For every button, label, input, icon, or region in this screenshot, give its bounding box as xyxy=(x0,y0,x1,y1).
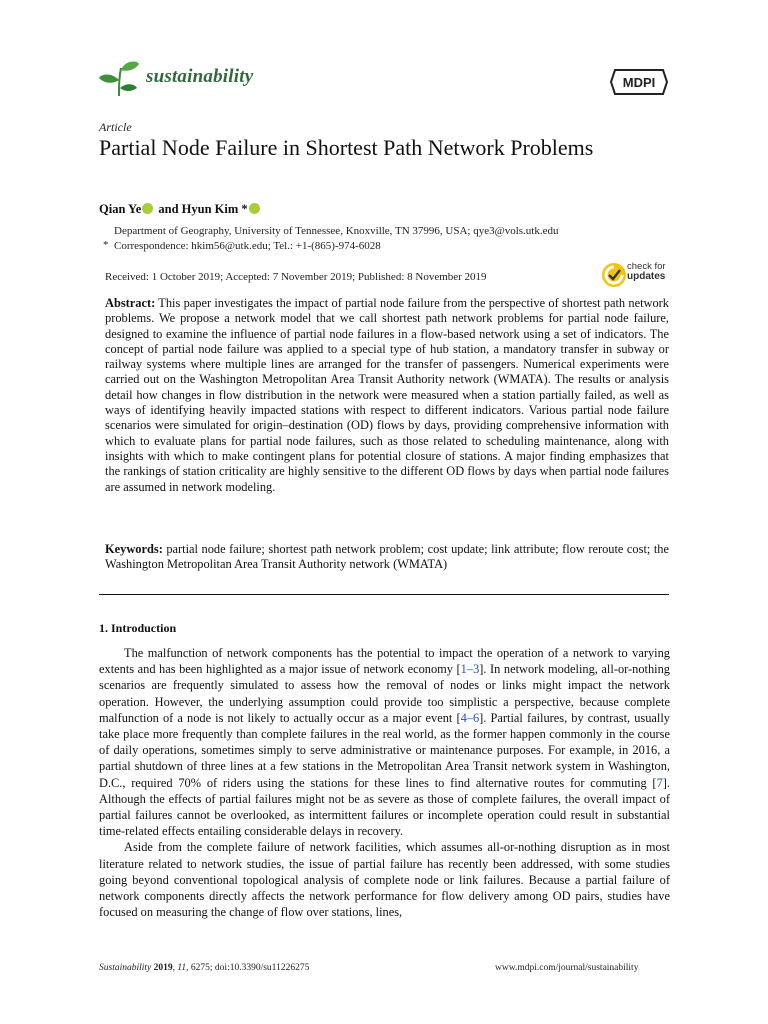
sustainability-leaf-logo-icon xyxy=(97,58,141,98)
article-type: Article xyxy=(99,120,132,134)
footer-url[interactable]: www.mdpi.com/journal/sustainability xyxy=(495,963,639,973)
body-text xyxy=(99,645,670,920)
section-heading: 1. Introduction xyxy=(99,621,177,635)
keywords-label: Keywords: xyxy=(105,542,163,556)
publisher-name: MDPI xyxy=(622,75,656,90)
check-for-updates-label[interactable]: check for updates xyxy=(627,261,666,282)
citation-link[interactable]: 4–6 xyxy=(460,710,480,725)
paragraph: The malfunction of network components has the potential to impact the operation of a network to varying extents and has been highlighted as a major issue of network economy [1–3]. In network modeling, all-or-nothing scenarios are frequently simulated to assess how the removal of nodes or links might impact the network operation. However, the underlying assumption could provide too simplistic a perspective, because complete malfunction of a node is not likely to actually occur as a major event [4–6]. Partial failures, by contrast, usually take place more frequently than complete failures in the real world, as the former happen commonly in the course of daily operations, sometimes simply to serve administrative or maintenance purposes. For example, in 2016, a partial shutdown of three lines at a few stations in the Metropolitan Area Transit network system in Washington, D.C., required 70% of riders using the stations for these lines to find alternative routes for commuting [7]. Although the effects of partial failures might not be as severe as those of complete failures, the overall impact of partial failures cannot be overlooked, as intermittent failures or incomplete operation could result in substantial time-related effects entailing considerable delays in recovery. xyxy=(99,646,671,839)
correspondence-marker: * xyxy=(103,239,109,251)
citation-link[interactable]: 1–3 xyxy=(460,662,480,677)
publication-dates: Received: 1 October 2019; Accepted: 7 November 2019; Published: 8 November 2019 xyxy=(105,271,487,283)
abstract-label: Abstract: xyxy=(105,296,156,310)
paper-title: Partial Node Failure in Shortest Path Network Problems xyxy=(99,135,594,160)
footer-citation: Sustainability 2019, 11, 6275; doi:10.3390/su11226275 xyxy=(99,963,310,973)
affiliation-text: Department of Geography, University of Tennessee, Knoxville, TN 37996, USA; qye3@vols.utk.edu xyxy=(114,225,559,237)
journal-name: sustainability xyxy=(146,66,254,87)
paragraph: Aside from the complete failure of network facilities, which assumes all-or-nothing disruption as in most literature related to network studies, the issue of partial failure has recently been addressed, with some studies going beyond conventional topological analysis of complete node or link failures. Because a partial failure of network components directly affects the network performance for flow delivery among OD pairs, studies have focused on measuring the change of flow over stations, lines, xyxy=(99,840,670,920)
keywords xyxy=(105,542,669,573)
abstract xyxy=(105,296,669,495)
correspondence-text: Correspondence: hkim56@utk.edu; Tel.: +1-(865)-974-6028 xyxy=(114,240,381,252)
author-name[interactable]: Hyun Kim * xyxy=(181,202,248,216)
section-divider xyxy=(99,594,669,595)
orcid-icon[interactable] xyxy=(249,203,260,214)
keywords-text: partial node failure; shortest path network problem; cost update; link attribute; flow reroute cost; the Washington Metropolitan Area Transit Authority network (WMATA) xyxy=(105,542,669,572)
citation-link[interactable]: 7 xyxy=(656,775,663,790)
mdpi-logo-icon xyxy=(609,67,669,97)
author-separator: and xyxy=(155,202,182,216)
abstract-text: This paper investigates the impact of partial node failure from the perspective of shortest path network problems. We propose a network model that we call shortest path network problems for partial node failure, designed to examine the influence of partial node failures in a flow-based network using a set of indicators. The concept of partial node failure was applied to a special type of hub station, a mandatory transfer in subway or railway systems where multiple lines are arranged for the transfer of passengers. Numerical experiments were carried out on the Washington Metropolitan Area Transit Authority network (WMATA). The results or analysis detail how changes in flow distribution in the network were measured when a station partially failed, as well as ways of identifying heavily impacted stations with respect to different indicators. Various partial node failure scenarios were simulated for origin–destination (OD) flows by days, providing comprehensive information with which to evaluate plans for partial node failures, such as those related to scheduling maintenance, along with insights with which to make contingent plans for potential closure of stations. A major finding emphasizes that the rankings of station criticality are highly sensitive to the different OD flows by days when partial node failures are assumed in network modeling. xyxy=(105,296,669,494)
author-list xyxy=(99,202,262,217)
orcid-icon[interactable] xyxy=(142,203,153,214)
author-name[interactable]: Qian Ye xyxy=(99,202,142,216)
affiliation xyxy=(114,224,559,254)
